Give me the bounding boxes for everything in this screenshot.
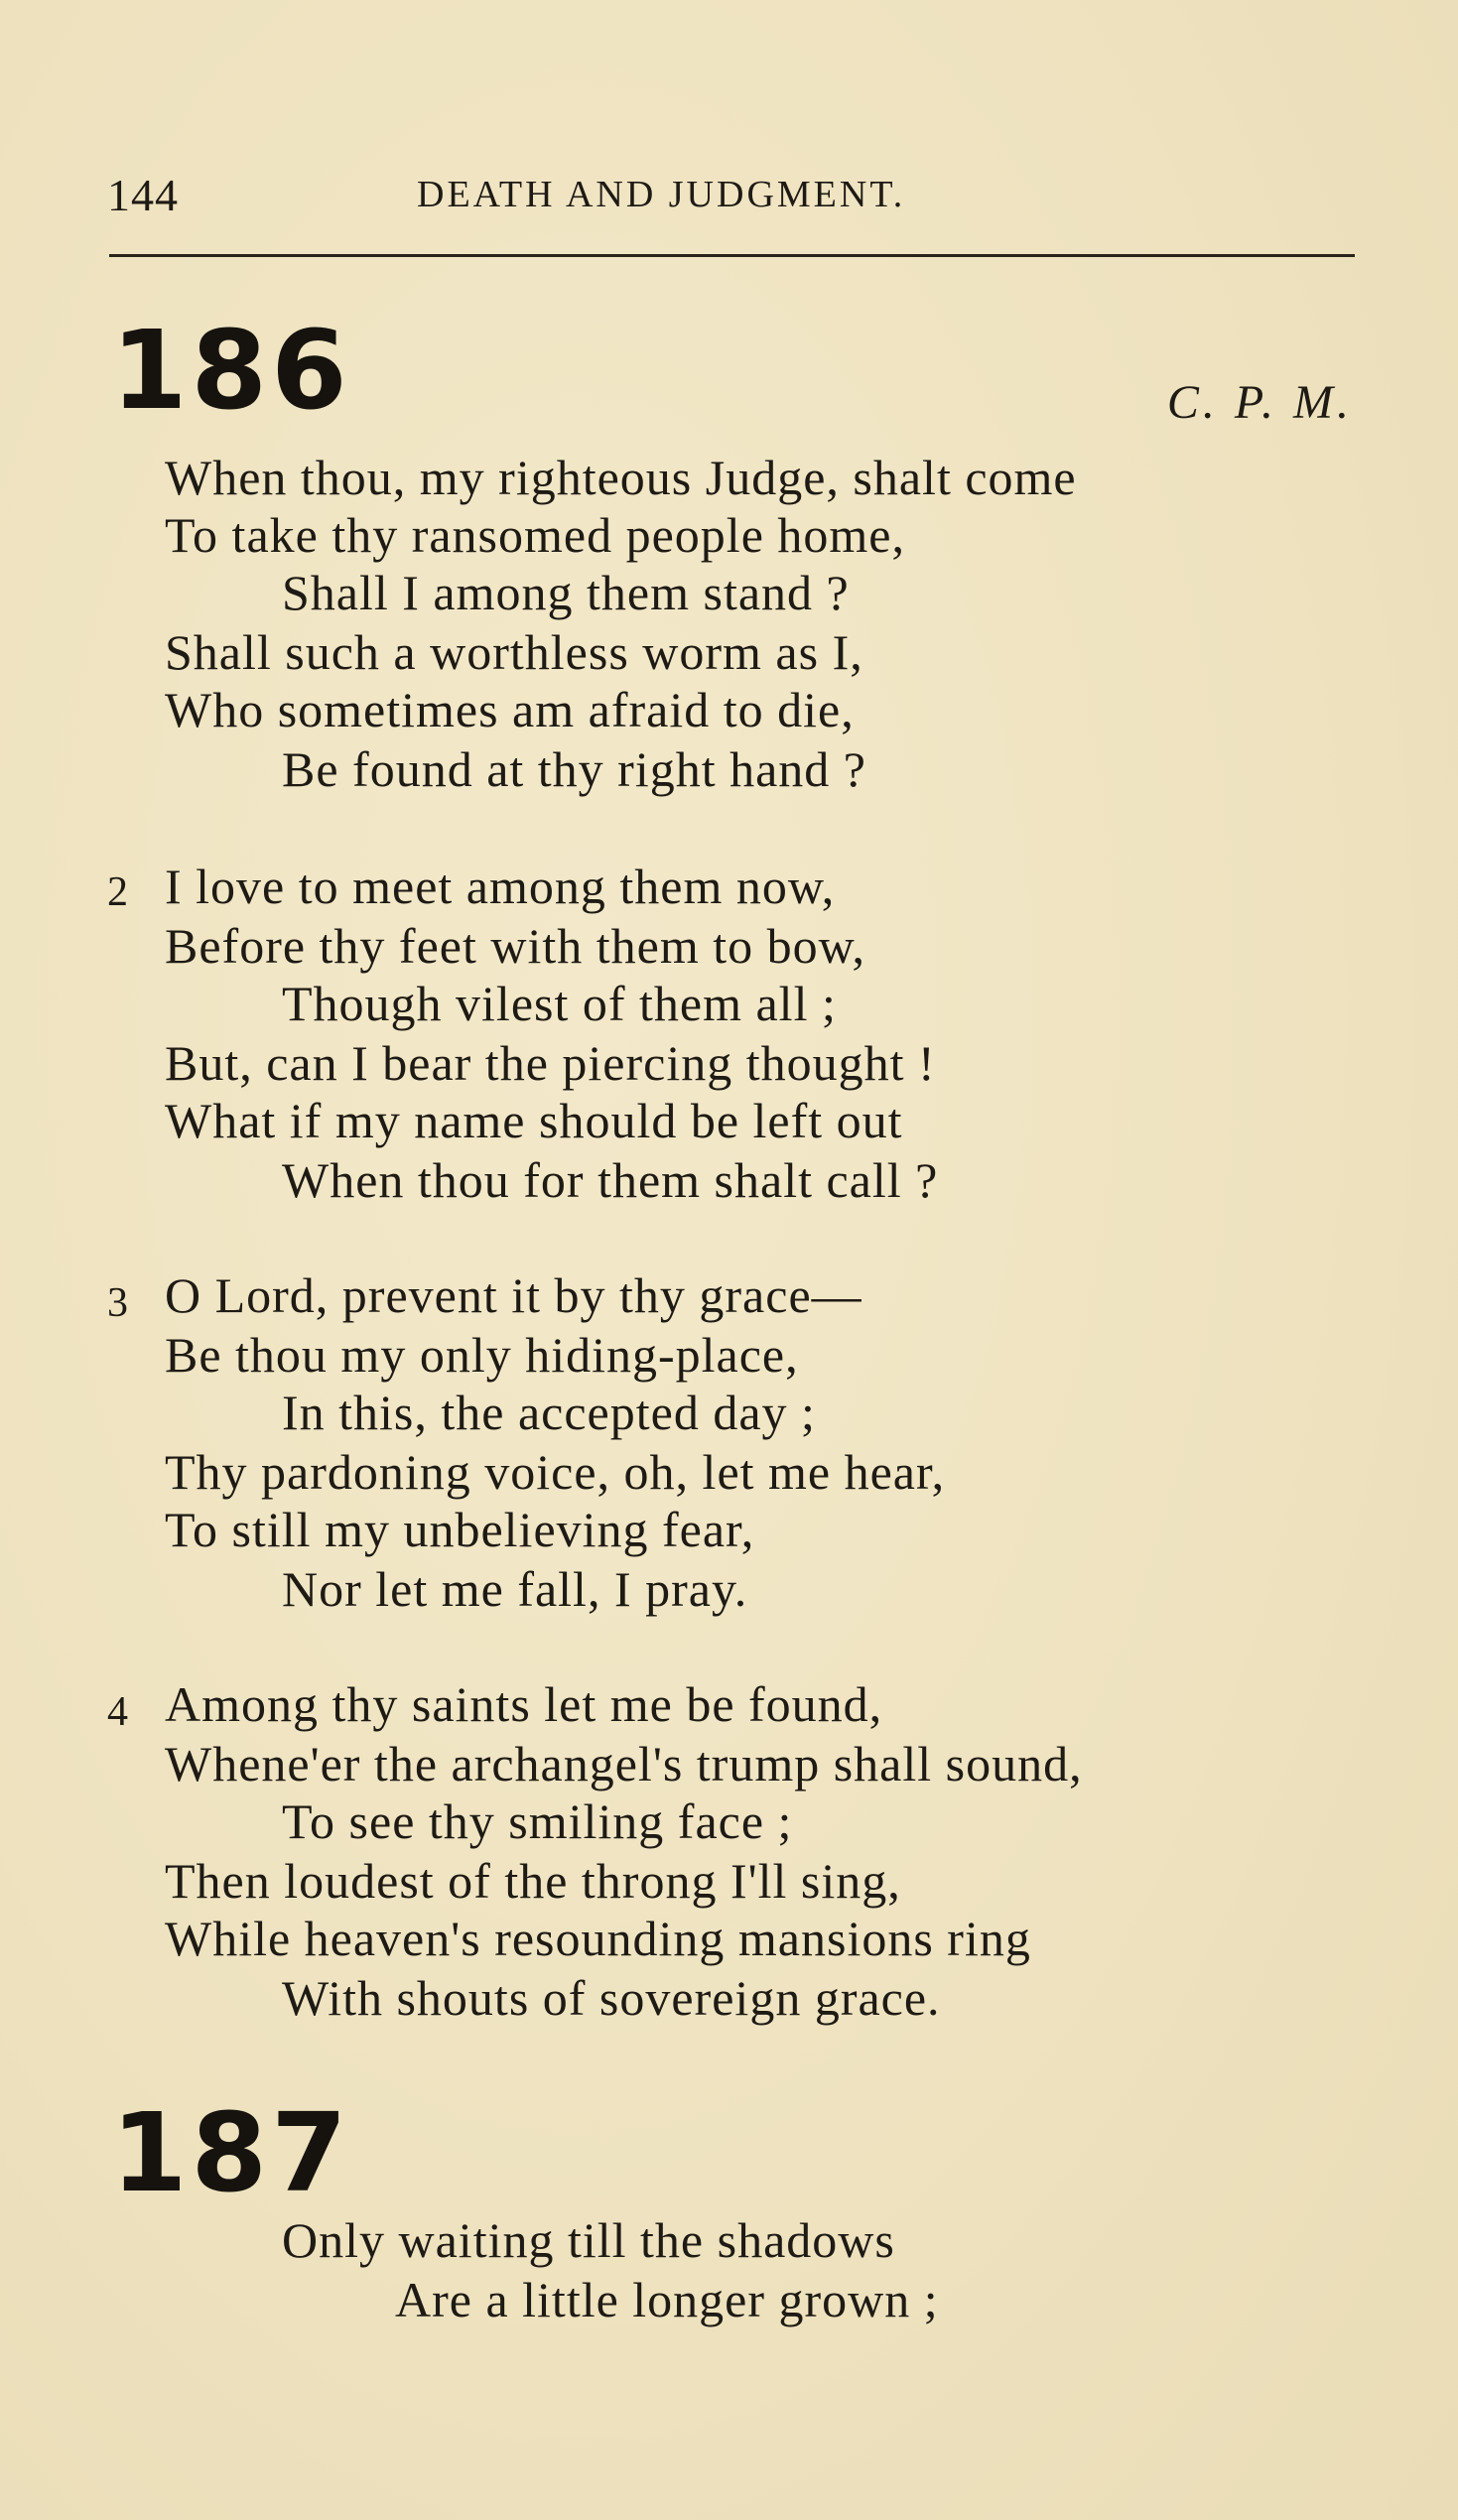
verse-line: Be found at thy right hand ? — [282, 741, 866, 797]
verse-line: When thou, my righteous Judge, shalt come — [165, 450, 1077, 505]
verse-line: With shouts of sovereign grace. — [282, 1970, 941, 2026]
verse-line: Only waiting till the shadows — [282, 2212, 895, 2268]
verse-line: When thou for them shalt call ? — [282, 1152, 939, 1208]
stanza-number: 4 — [107, 1689, 128, 1735]
verse-line: Shall such a worthless worm as I, — [165, 624, 863, 680]
verse-line: Though vilest of them all ; — [282, 976, 837, 1031]
hymn-187-number: 187 — [111, 2089, 351, 2216]
verse-line: To still my unbelieving fear, — [165, 1502, 755, 1557]
hymn-186-meter: C. P. M. — [1166, 376, 1353, 429]
stanza-number: 2 — [107, 869, 128, 915]
verse-line: But, can I bear the piercing thought ! — [165, 1035, 936, 1091]
stanza-number: 3 — [107, 1280, 128, 1326]
verse-line: Then loudest of the throng I'll sing, — [165, 1853, 901, 1909]
verse-line: Before thy feet with them to bow, — [165, 918, 865, 974]
verse-line: Whene'er the archangel's trump shall sound, — [165, 1736, 1083, 1791]
running-head — [107, 169, 1358, 218]
header-rule — [109, 254, 1355, 257]
verse-line: While heaven's resounding mansions ring — [165, 1911, 1031, 1966]
verse-line: O Lord, prevent it by thy grace— — [165, 1267, 862, 1323]
verse-line: Nor let me fall, I pray. — [282, 1561, 748, 1617]
verse-line: I love to meet among them now, — [165, 859, 836, 914]
page-number: 144 — [107, 170, 179, 220]
verse-line: Be thou my only hiding-place, — [165, 1327, 799, 1383]
verse-line: Thy pardoning voice, oh, let me hear, — [165, 1444, 946, 1500]
verse-line: To take thy ransomed people home, — [165, 507, 905, 563]
hymn-186-number: 186 — [111, 307, 351, 434]
verse-line: To see thy smiling face ; — [282, 1793, 793, 1849]
verse-line: What if my name should be left out — [165, 1093, 903, 1148]
verse-line: Among thy saints let me be found, — [165, 1676, 883, 1732]
verse-line: In this, the accepted day ; — [282, 1385, 816, 1440]
section-title: DEATH AND JUDGMENT. — [417, 174, 906, 215]
verse-line: Shall I among them stand ? — [282, 565, 850, 620]
verse-line: Are a little longer grown ; — [395, 2272, 939, 2327]
verse-line: Who sometimes am afraid to die, — [165, 682, 855, 737]
